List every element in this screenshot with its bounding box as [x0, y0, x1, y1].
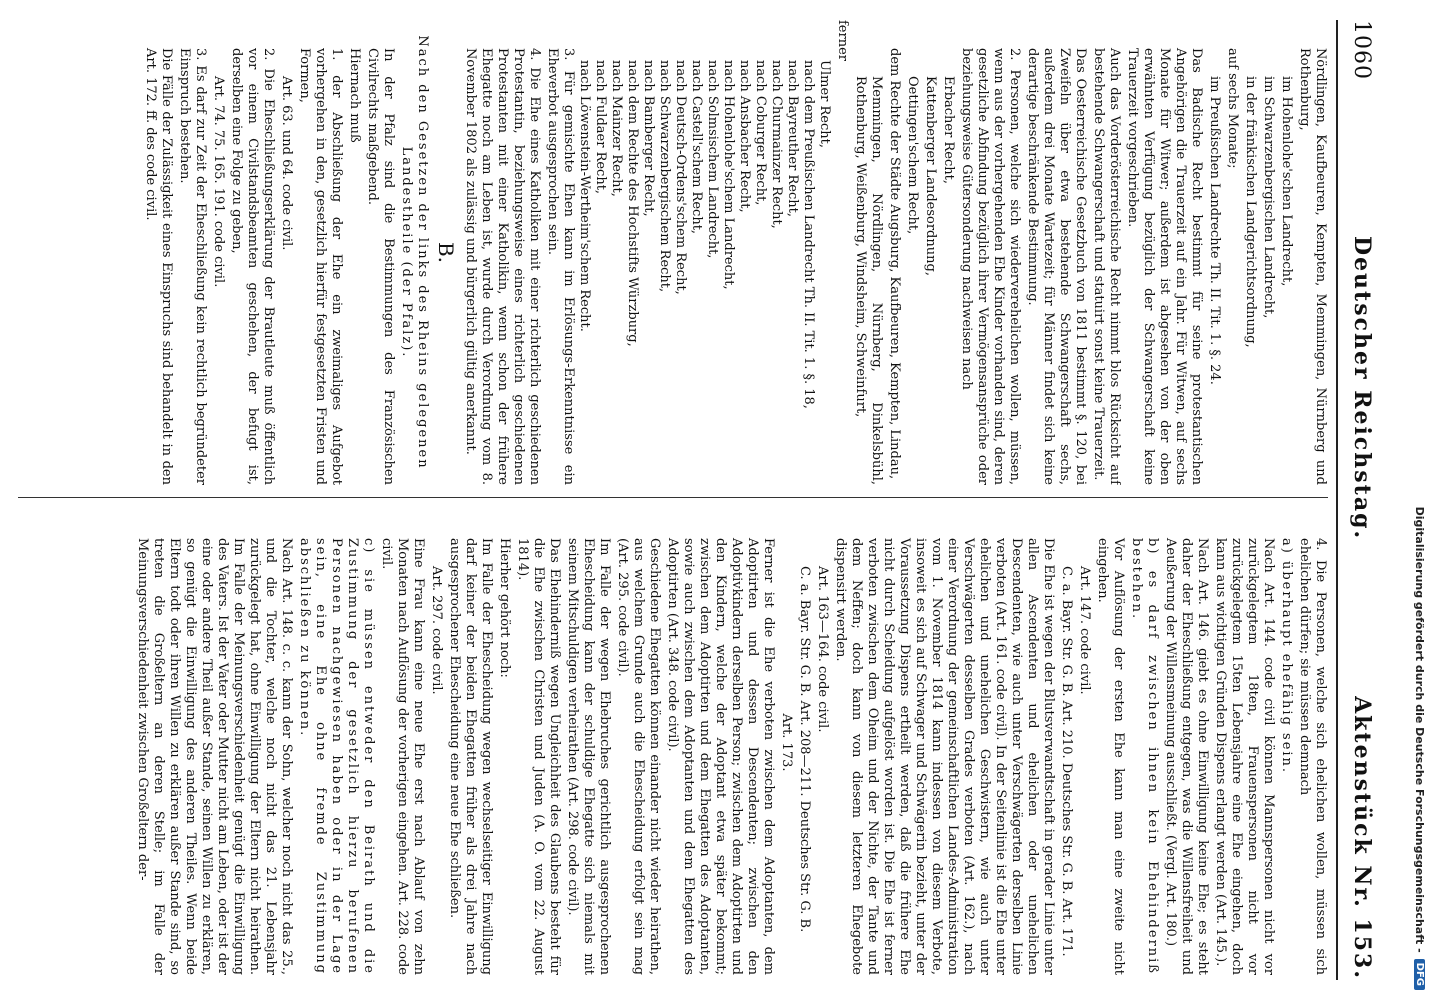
section-heading: Nach den Gesetzen der links des Rheins gelegenen Landestheile (der Pfalz).	[399, 35, 430, 470]
page-header	[1336, 20, 1386, 980]
paragraph: im Schwarzenbergischen Landrecht,	[1261, 76, 1276, 319]
paragraph: 4. Die Ehe eines Katholiken mit einer richterlich geschiedenen Protestantin, beziehungsweise eines richterlich geschiedenen Protestanten mit einer Katholikin, wenn schon der frühere Ehegatte noch am Leben ist, wurde durch Verordnung vom 8. November 1802 als zulässig und bürgerlich gültig anerkannt.	[463, 48, 542, 485]
section-letter: B.	[434, 241, 458, 264]
digitization-text	[1410, 10, 1430, 990]
paragraph: Hiernach muß	[347, 48, 362, 143]
paragraph: Das Ehehinderniß wegen Ungleichheit des Glaubens besteht für die Ehe zwischen Christen und Juden (A. O. vom 22. August 1814).	[515, 538, 562, 975]
paragraph: Nach Art. 146. giebt es ohne Einwilligung keine Ehe; es steht daher der Eheschließung entgegen, was die Willensfreiheit und Aeußerung der Willensmeinung ausschließt. (Vergl. Art. 180.)	[1163, 538, 1210, 975]
list-item: nach dem Rechte des Hochstifts Würzburg,	[625, 60, 640, 347]
paragraph: c) sie müssen entweder den Beirath und die Zustimmung der gesetzlich hierzu berufenen Personen nachgewiesen haben oder in der Lage sein, eine Ehe ohne fremde Zustimmung abschließen zu können.	[297, 538, 376, 975]
list-item: nach Fuldaer Recht,	[593, 60, 608, 195]
paragraph: Ferner ist die Ehe verboten zwischen dem Adoptanten, dem Adoptirten und dessen Descendenten; zwischen den Adoptivkindern derselben Person; zwischen dem Adoptirten und den Kindern, welche der Adoptant etwa später bekommt; zwischen dem Adoptirten und dem Ehegatten des Adoptanten, sowie auch zwischen dem Adoptanten und dem Ehegatten des Adoptirten (Art. 348. code civil).	[665, 538, 776, 975]
paragraph: 2. Personen, welche sich wiederverehelichen wollen, müssen, wenn aus der vorhergehenden Ehe Kinder vorhanden sind, deren gesetzliche Abfindung bezüglich ihrer Vermögensansprüche oder beziehungsweise Gütersonderung nachweisen nach	[959, 48, 1022, 485]
list-item: nach Deutsch-Ordens'schem Recht,	[673, 60, 688, 295]
paragraph: Im Falle der wegen Ehebruches gerichtlich ausgesprochenen Ehescheidung kann der schuldige Ehegatte sich niemals mit seinem Mitschuldigen verheirathen (Art. 298. code civil).	[565, 538, 612, 975]
paragraph: in der fränkischen Landgerichtsordnung,	[1243, 76, 1258, 348]
paragraph: 3. Es darf zur Zeit der Eheschließung kein rechtlich begründeter Einspruch bestehen.	[177, 48, 208, 485]
paragraph: im Preußischen Landrechte Th. II. Tit. 1. §. 24.	[1207, 76, 1222, 385]
list-item: nach Schwarzenbergischem Recht,	[657, 60, 672, 293]
paragraph: dem Rechte der Städte Augsburg, Kaufbeuren, Kempten, Lindau,	[887, 48, 902, 480]
list-item: nach Solmsischem Landrecht,	[705, 60, 720, 259]
paragraph: Eine Frau kann eine neue Ehe erst nach Ablauf von zehn Monaten nach Auflösung der vorherigen eingehen. Art. 228. code civil.	[379, 538, 426, 975]
list-item: nach Mainzer Recht,	[609, 60, 624, 197]
list-item: nach Bamberger Recht,	[641, 60, 656, 217]
rotated-page	[6, 20, 1386, 980]
left-column	[18, 20, 1328, 485]
list-item: nach Churmainzer Recht,	[769, 60, 784, 229]
dfg-logo: DFG	[1415, 959, 1426, 990]
list-item: nach Löwenstein-Wertheim'schem Recht.	[577, 60, 592, 332]
paragraph: Memmingen, Nördlingen, Nürnberg, Dinkelsbühl, Rothenburg, Weißenburg, Windsheim, Schweinfurt,	[853, 76, 884, 485]
list-item: Ulmer Recht,	[817, 60, 832, 148]
column-divider	[18, 497, 1328, 498]
page-number: 1060	[1349, 20, 1375, 80]
paragraph: Art. 63. und 64. code civil.	[279, 76, 294, 251]
law-list	[576, 20, 832, 485]
publication-title: Deutscher Reichstag.	[1349, 235, 1375, 541]
paragraph: Die Fälle der Zulässigkeit eines Einspruchs sind behandelt in den Art. 172. ff. des code civil.	[143, 48, 174, 485]
columns	[18, 20, 1328, 980]
paragraph: Nördlingen, Kaufbeuren, Kempten, Memmingen, Nürnberg und Rothenburg,	[1297, 48, 1328, 485]
paragraph: C. a. Bayr. Str. G. B. Art. 210. Deutsches Str. G. B. Art. 171.	[1059, 566, 1074, 957]
paragraph: Nach Art. 148. c. c. kann der Sohn, welcher noch nicht das 25., und die Tochter, welche noch nicht das 21. Lebensjahr zurückgelegt hat, ohne Einwilligung der Eltern nicht heirathen. Im Falle der Meinungsverschiedenheit genügt die Einwilligung des Vaters. Ist der Vater oder Mutter nicht am Leben, oder ist der eine oder andere Theil außer Stande, seinen Willen zu erklären, so genügt die Einwilligung des anderen Theiles. Wenn beide Eltern todt oder ihren Willen zu erklären außer Stande sind, so treten die Großeltern an deren Stelle; im Falle der Meinungsverschiedenheit zwischen Großeltern der-	[135, 538, 294, 975]
paragraph: Erbacher Recht,	[941, 76, 956, 184]
paragraph: Art. 297. code civil.	[429, 566, 444, 695]
paragraph-label: ferner	[835, 20, 850, 61]
paragraph: a) überhaupt ehefähig sein.	[1279, 538, 1294, 775]
paragraph: Art. 173.	[779, 713, 794, 772]
list-item: nach Ansbacher Recht,	[737, 60, 752, 213]
digitization-credit: Digitalisierung gefördert durch die Deutsche Forschungsgemeinschaft -	[1413, 506, 1427, 953]
paragraph: Oettingen'schem Recht,	[905, 76, 920, 235]
paragraph: 2. Die Eheschließungserklärung der Brautleute muß öffentlich vor einem Civilstandsbeamten geschehen, der befugt ist, derselben eine Folge zu geben,	[229, 48, 276, 485]
list-item: nach dem Preußischen Landrecht Th. II. Tit. 1. §. 18,	[801, 60, 816, 409]
list-item: nach Coburger Recht,	[753, 60, 768, 206]
section-title: Aktenstück Nr. 153.	[1349, 696, 1375, 980]
paragraph: Das Oesterreichische Gesetzbuch von 1811 bestimmt §. 120, bei Zweifeln über etwa bestehende Schwangerschaft sechs, außerdem drei Monate Wartezeit; für Männer findet sich keine derartige beschränkende Bestimmung.	[1025, 48, 1088, 485]
paragraph: In der Pfalz sind die Bestimmungen des Französischen Civilrechts maßgebend.	[365, 48, 396, 485]
paragraph: 1. der Abschließung der Ehe ein zweimaliges Aufgebot vorhergehen in den, gesetzlich hierfür festgesetzten Fristen und Formen,	[297, 48, 344, 485]
paragraph: Im Falle der Ehescheidung wegen wechselseitiger Einwilligung darf keiner der beiden Ehegatten früher als drei Jahre nach ausgesprochener Ehescheidung eine neue Ehe schließen.	[447, 538, 494, 975]
list-item: nach Hohenlohe'schem Landrecht,	[721, 60, 736, 290]
paragraph: Kattenberger Landesordnung,	[923, 76, 938, 276]
paragraph: Vor Auflösung der ersten Ehe kann man eine zweite nicht eingehen.	[1095, 538, 1126, 975]
paragraph: Hierher gehört noch:	[497, 538, 512, 678]
paragraph: 3. Für gemischte Ehen kann im Erlösungs-Erkenntnisse ein Eheverbot ausgesprochen sein.	[545, 48, 576, 485]
paragraph: Auch das Vorderösterreichische Recht nimmt blos Rücksicht auf bestehende Schwangerschaft und statuirt sonst keine Trauerzeit.	[1091, 48, 1122, 485]
paragraph: 4. Die Personen, welche sich ehelichen wollen, müssen sich ehelichen dürfen; sie müssen demnach	[1297, 538, 1328, 975]
paragraph: C. a. Bayr. Str. G. B. Art. 208—211. Deutsches Str. G. B.	[797, 566, 812, 933]
paragraph: im Hohenlohe'schen Landrecht,	[1279, 76, 1294, 287]
right-column	[18, 510, 1328, 975]
paragraph: b) es darf zwischen ihnen kein Ehehinderniß bestehen.	[1129, 538, 1160, 975]
paragraph: Die Ehe ist wegen der Blutsverwandtschaft in gerader Linie unter allen Ascendenten und ehelichen oder unehelichen Descendenten, wie auch unter Verschwägerten derselben Linie verboten (Art. 161. code civil). In der Seitenlinie ist die Ehe unter ehelichen und unehelichen Geschwistern, wie auch unter Verschwägerten desselben Grades verboten (Art. 162.), nach einer Verordnung der gemeinschaftlichen Landes-Administration vom 1. November 1814 kann indessen von diesem Verbote, insoweit es sich auf Schwager und Schwägerin bezieht, unter der Voraussetzung Dispens ertheilt werden, daß die frühere Ehe nicht durch Scheidung aufgelöst worden ist. Die Ehe ist ferner verboten zwischen dem Oheim und der Nichte, der Tante und dem Neffen; doch kann von diesem letzteren Ehegebote dispensirt werden.	[833, 538, 1056, 975]
paragraph: Nach Art. 144. code civil können Mannspersonen nicht vor zurückgelegtem 18ten, Frauenspersonen nicht vor zurückgelegtem 15ten Lebensjahre eine Ehe eingehen, doch kann aus wichtigen Gründen Dispens erlangt werden (Art. 145.).	[1213, 538, 1276, 975]
digitization-note	[1410, 10, 1430, 990]
paragraph: Art. 147. code civil.	[1077, 566, 1092, 695]
paragraph: Geschiedene Ehegatten können einander nicht wieder heirathen, aus welchem Grunde auch die Ehescheidung erfolgt sein mag (Art. 295. code civil).	[615, 538, 662, 975]
paragraph: Art. 74. 75. 165. 191. code civil.	[211, 76, 226, 288]
list-item: nach Bayreuther Recht,	[785, 60, 800, 217]
list-item: nach Castell'schem Recht,	[689, 60, 704, 235]
paragraph: Das Badische Recht bestimmt für seine protestantischen Angehörigen die Trauerzeit auf ein Jahr. Für Witwen, auf sechs Monate für Witwer; außerdem ist abgesehen von der oben erwähnten Verfügung bezüglich der Schwangerschaft keine Trauerzeit vorgeschrieben.	[1125, 48, 1204, 485]
paragraph: Art. 163—164. code civil.	[815, 566, 830, 733]
paragraph: auf sechs Monate;	[1225, 48, 1240, 169]
